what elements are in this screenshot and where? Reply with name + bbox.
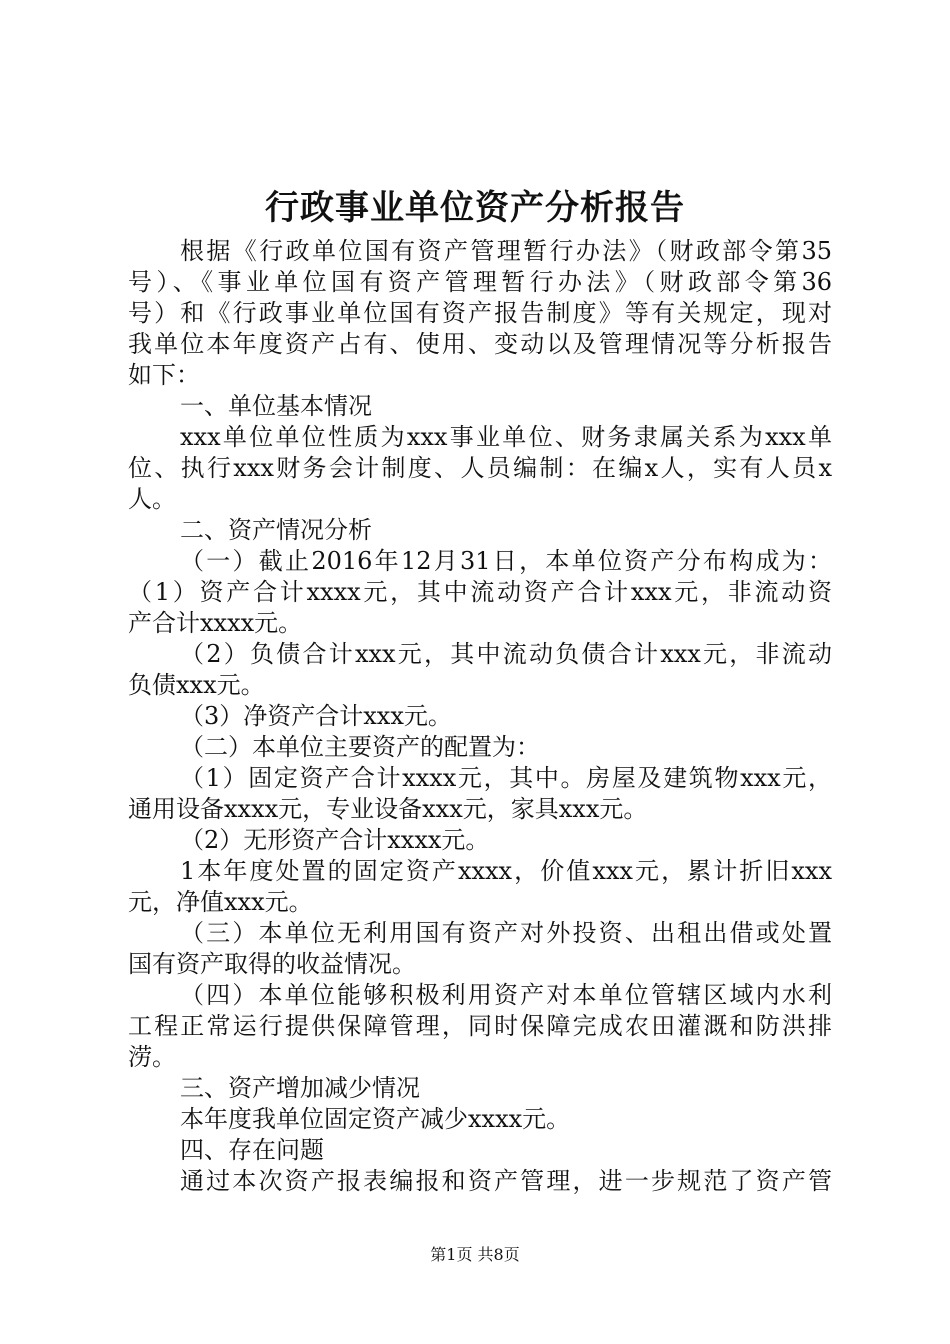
body-line: （2）无形资产合计xxxx元。 [180, 826, 490, 854]
body-line: 负债xxx元。 [128, 671, 265, 699]
body-line: 位、执行xxx财务会计制度、人员编制：在编x人，实有人员x [128, 454, 832, 482]
body-line: 1本年度处置的固定资产xxxx，价值xxx元，累计折旧xxx [180, 857, 832, 885]
document-title: 行政事业单位资产分析报告 [265, 188, 685, 228]
section-heading: 三、资产增加减少情况 [180, 1074, 420, 1102]
body-line: 元，净值xxx元。 [128, 888, 313, 916]
body-line: 如下： [128, 361, 200, 389]
body-line: （1）资产合计xxxx元，其中流动资产合计xxx元，非流动资 [128, 578, 832, 606]
body-line: 工程正常运行提供保障管理，同时保障完成农田灌溉和防洪排 [128, 1012, 832, 1040]
section-heading: 二、资产情况分析 [180, 516, 372, 544]
body-line: （三）本单位无利用国有资产对外投资、出租出借或处置 [180, 919, 832, 947]
body-line: （2）负债合计xxx元，其中流动负债合计xxx元，非流动 [180, 640, 832, 668]
body-line: （3）净资产合计xxx元。 [180, 702, 452, 730]
body-line: （1）固定资产合计xxxx元，其中。房屋及建筑物xxx元， [180, 764, 832, 792]
body-line: 我单位本年度资产占有、使用、变动以及管理情况等分析报告 [128, 330, 832, 358]
section-heading: 一、单位基本情况 [180, 392, 372, 420]
body-line: 通用设备xxxx元，专业设备xxx元，家具xxx元。 [128, 795, 648, 823]
body-line: （一）截止2016年12月31日，本单位资产分布构成为： [180, 547, 832, 575]
body-line: （二）本单位主要资产的配置为： [180, 733, 540, 761]
body-line: 本年度我单位固定资产减少xxxx元。 [180, 1105, 571, 1133]
body-line: 通过本次资产报表编报和资产管理，进一步规范了资产管 [180, 1167, 832, 1195]
body-line: 号）、《事业单位国有资产管理暂行办法》（财政部令第36 [128, 268, 832, 296]
body-line: 涝。 [128, 1043, 176, 1071]
body-line: 根据《行政单位国有资产管理暂行办法》（财政部令第35 [180, 237, 832, 265]
body-line: 国有资产取得的收益情况。 [128, 950, 416, 978]
section-heading: 四、存在问题 [180, 1136, 324, 1164]
body-line: 产合计xxxx元。 [128, 609, 303, 637]
body-line: 号）和《行政事业单位国有资产报告制度》等有关规定，现对 [128, 299, 832, 327]
body-line: （四）本单位能够积极利用资产对本单位管辖区域内水利 [180, 981, 832, 1009]
body-line: xxx单位单位性质为xxx事业单位、财务隶属关系为xxx单 [180, 423, 832, 451]
body-line: 人。 [128, 485, 176, 513]
page-number-footer: 第1页 共8页 [430, 1245, 520, 1264]
